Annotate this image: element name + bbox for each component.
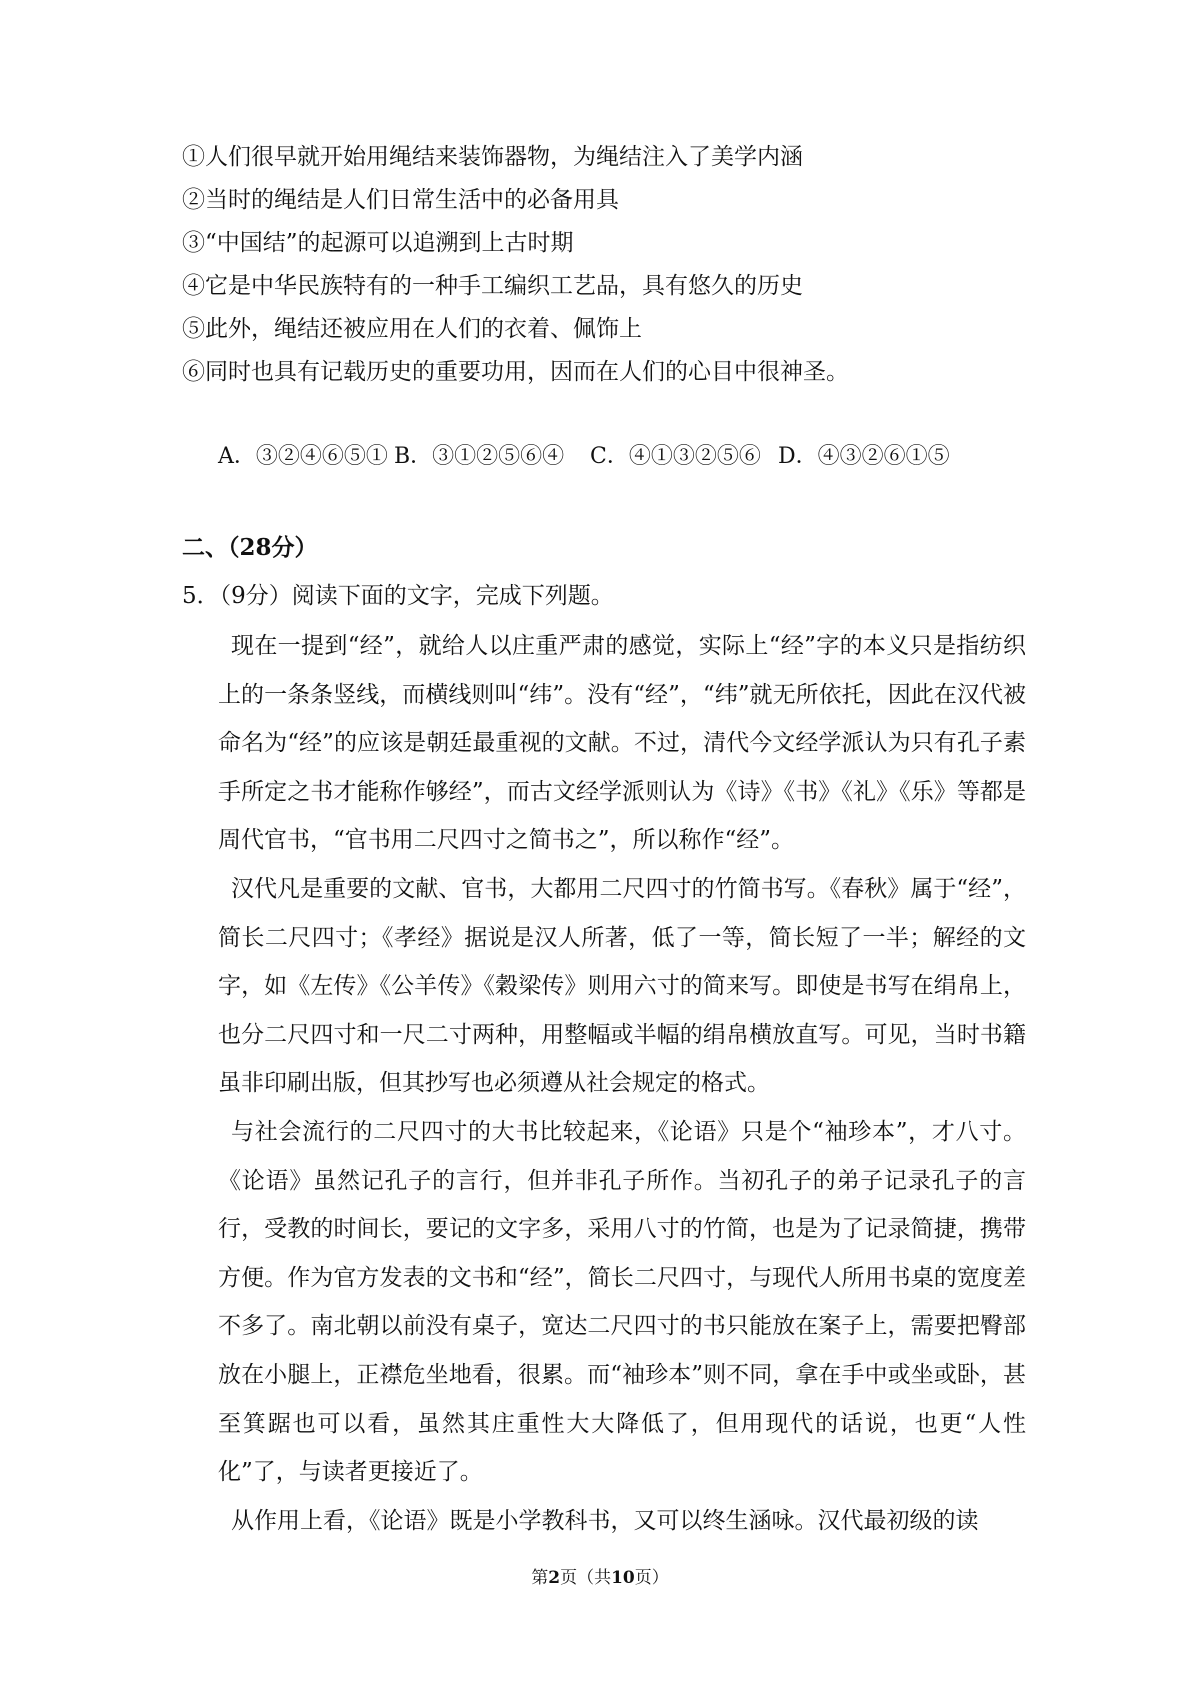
passage-paragraph-1: 现在一提到“经”，就给人以庄重严肃的感觉，实际上“经”字的本义只是指纺织上的一条条竖线，而横线则叫“纬”。没有“经”，“纬”就无所依托，因此在汉代被命名为“经”的应该是朝廷最重视的文献。不过，清代今文经学派认为只有孔子素手所定之书才能称作够经”，而古文经学派则认为《诗》《书》《礼》《乐》等都是周代官书，“官书用二尺四寸之简书之”，所以称作“经”。 <box>218 633 1026 854</box>
footer-prefix: 第 <box>531 1568 549 1588</box>
passage-paragraph-4: 从作用上看，《论语》既是小学教科书，又可以终生涵咏。汉代最初级的读 <box>231 1507 979 1534</box>
sentence-option-3: ③“中国结”的起源可以追溯到上古时期 <box>182 230 574 256</box>
sentence-option-6: ⑥同时也具有记载历史的重要功用，因而在人们的心目中很神圣。 <box>182 359 849 385</box>
sentence-option-2: ②当时的绳结是人们日常生活中的必备用具 <box>182 187 619 213</box>
footer-page-number: 2 <box>548 1568 561 1588</box>
sentence-option-1: ①人们很早就开始用绳结来装饰器物，为绳结注入了美学内涵 <box>182 144 803 170</box>
choice-a: A．③②④⑥⑤① <box>218 444 388 469</box>
passage-paragraph-3: 与社会流行的二尺四寸的大书比较起来，《论语》只是个“袖珍本”，才八寸。《论语》虽然记孔子的言行，但并非孔子所作。当初孔子的弟子记录孔子的言行，受教的时间长，要记的文字多，采用八寸的竹简，也是为了记录简捷，携带方便。作为官方发表的文书和“经”，简长二尺四寸，与现代人所用书桌的宽度差不多了。南北朝以前没有桌子，宽达二尺四寸的书只能放在案子上，需要把臀部放在小腿上，正襟危坐地看，很累。而“袖珍本”则不同，拿在手中或坐或卧，甚至箕踞也可以看，虽然其庄重性大大降低了，但用现代的话说，也更“人性化”了，与读者更接近了。 <box>218 1118 1026 1486</box>
section-heading: 二、（28分） <box>182 534 318 561</box>
footer-suffix: 页） <box>634 1568 669 1588</box>
page-footer <box>0 1566 1200 1590</box>
sentence-option-4: ④它是中华民族特有的一种手工编织工艺品，具有悠久的历史 <box>182 273 803 299</box>
footer-middle: 页（共 <box>560 1568 612 1588</box>
answer-choices <box>218 442 1118 472</box>
passage-paragraph-2: 汉代凡是重要的文献、官书，大都用二尺四寸的竹简书写。《春秋》属于“经”，简长二尺四寸；《孝经》据说是汉人所著，低了一等，简长短了一半；解经的文字，如《左传》《公羊传》《穀梁传》则用六寸的简来写。即使是书写在绢帛上，也分二尺四寸和一尺二寸两种，用整幅或半幅的绢帛横放直写。可见，当时书籍虽非印刷出版，但其抄写也必须遵从社会规定的格式。 <box>218 875 1026 1097</box>
question-heading: 5．（9分）阅读下面的文字，完成下列题。 <box>182 583 614 609</box>
choice-d: D．④③②⑥①⑤ <box>778 444 950 469</box>
choice-c: C．④①③②⑤⑥ <box>590 444 761 469</box>
reading-passage <box>218 622 1026 1545</box>
sentence-option-5: ⑤此外，绳结还被应用在人们的衣着、佩饰上 <box>182 316 642 342</box>
footer-total-pages: 10 <box>611 1568 635 1588</box>
choice-b: B．③①②⑤⑥④ <box>394 444 565 469</box>
